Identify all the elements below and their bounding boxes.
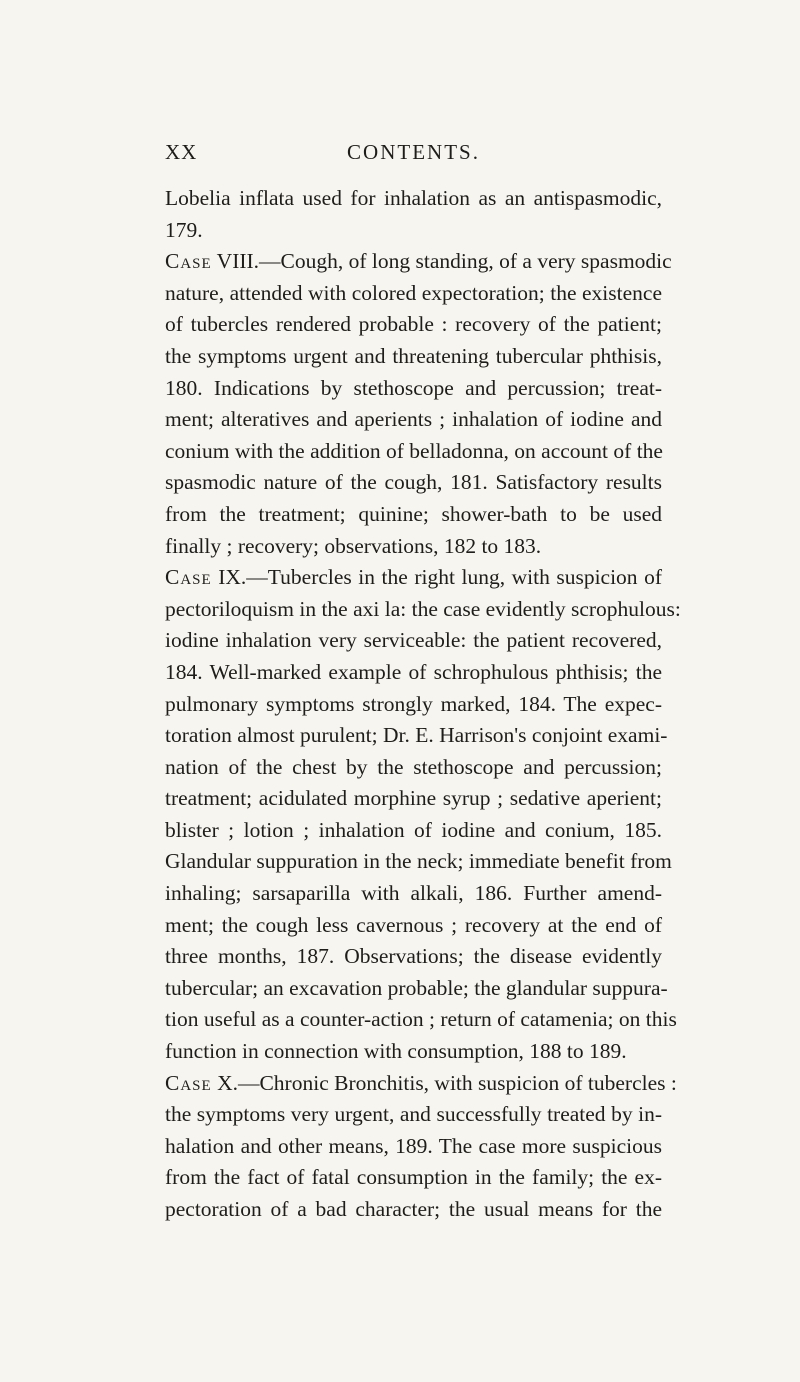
text-line: [165, 657, 662, 689]
line-text: VIII.—Cough, of long standing, of a very spasmodic: [211, 249, 672, 274]
text-line: [165, 467, 662, 499]
line-text: from the treatment; quinine; shower-bath to be used: [165, 501, 662, 526]
text-line: [165, 941, 662, 973]
line-text: 180. Indications by stethoscope and percussion; treat-: [165, 375, 662, 400]
line-text: nation of the chest by the stethoscope and percussion;: [165, 754, 662, 779]
line-text: tion useful as a counter-action ; return of catamenia; on this: [165, 1007, 677, 1032]
case-label: Case: [165, 249, 212, 274]
line-text: blister ; lotion ; inhalation of iodine and conium, 185.: [165, 817, 662, 842]
text-line: [165, 689, 662, 721]
text-line: [165, 562, 662, 594]
text-line: [165, 783, 662, 815]
line-text: three months, 187. Observations; the disease evidently: [165, 944, 662, 969]
running-head: [165, 140, 662, 170]
line-text: the symptoms very urgent, and successfully treated by in-: [165, 1102, 662, 1127]
text-line: [165, 815, 662, 847]
contents-text: [165, 183, 681, 1226]
text-line: [165, 752, 662, 784]
text-line: [165, 436, 662, 468]
text-line: [165, 1099, 662, 1131]
line-text: pectoriloquism in the axi la: the case evidently scrophulous:: [165, 596, 681, 621]
line-text: halation and other means, 189. The case more suspicious: [165, 1133, 662, 1158]
text-line: [165, 373, 662, 405]
text-line: [165, 531, 662, 563]
text-line: [165, 973, 668, 1005]
text-line: [165, 625, 662, 657]
line-text: Glandular suppuration in the neck; immediate benefit from: [165, 849, 672, 874]
line-text: of tubercles rendered probable : recovery of the patient;: [165, 312, 662, 337]
line-text: the symptoms urgent and threatening tubercular phthisis,: [165, 343, 662, 368]
line-text: from the fact of fatal consumption in the family; the ex-: [165, 1165, 662, 1190]
text-line: [165, 309, 662, 341]
line-text: IX.—Tubercles in the right lung, with suspicion of: [211, 565, 662, 590]
case-label: Case: [165, 1070, 212, 1095]
line-text: pulmonary symptoms strongly marked, 184. The expec-: [165, 691, 662, 716]
text-line: [165, 1131, 662, 1163]
line-text: inhaling; sarsaparilla with alkali, 186. Further amend-: [165, 881, 662, 906]
text-line: [165, 278, 662, 310]
line-text: ment; the cough less cavernous ; recovery at the end of: [165, 912, 662, 937]
line-text: Lobelia inflata used for inhalation as an antispasmodic,: [165, 186, 662, 210]
text-line: [165, 215, 662, 247]
page-number: XX: [165, 140, 198, 164]
line-text: 184. Well-marked example of schrophulous phthisis; the: [165, 659, 662, 684]
line-text: nature, attended with colored expectoration; the existence: [165, 280, 662, 305]
text-line: [165, 910, 662, 942]
text-line: [165, 1068, 677, 1100]
text-line: [165, 878, 662, 910]
page-title: CONTENTS.: [347, 140, 480, 164]
text-line: [165, 404, 662, 436]
line-text: pectoration of a bad character; the usual means for the: [165, 1197, 662, 1221]
line-text: tubercular; an excavation probable; the glandular suppura-: [165, 975, 668, 1000]
line-text: X.—Chronic Bronchitis, with suspicion of tubercles :: [211, 1070, 677, 1095]
text-line: [165, 183, 662, 215]
line-text: iodine inhalation very serviceable: the patient recovered,: [165, 628, 662, 653]
text-line: [165, 1036, 662, 1068]
case-label: Case: [165, 565, 212, 590]
text-line: [165, 1004, 677, 1036]
line-text: spasmodic nature of the cough, 181. Satisfactory results: [165, 470, 662, 495]
line-text: ment; alteratives and aperients ; inhalation of iodine and: [165, 407, 662, 432]
line-text: treatment; acidulated morphine syrup ; sedative aperient;: [165, 786, 662, 811]
text-line: [165, 594, 681, 626]
text-line: [165, 720, 668, 752]
line-text: 179.: [165, 217, 203, 242]
text-line: [165, 246, 672, 278]
line-text: function in connection with consumption, 188 to 189.: [165, 1039, 627, 1064]
text-line: [165, 341, 662, 373]
line-text: toration almost purulent; Dr. E. Harrison's conjoint exami-: [165, 723, 668, 748]
text-line: [165, 499, 662, 531]
text-line: [165, 1162, 662, 1194]
text-line: [165, 846, 672, 878]
line-text: finally ; recovery; observations, 182 to 183.: [165, 533, 542, 558]
text-line: [165, 1194, 662, 1226]
line-text: conium with the addition of belladonna, on account of the: [165, 438, 663, 463]
